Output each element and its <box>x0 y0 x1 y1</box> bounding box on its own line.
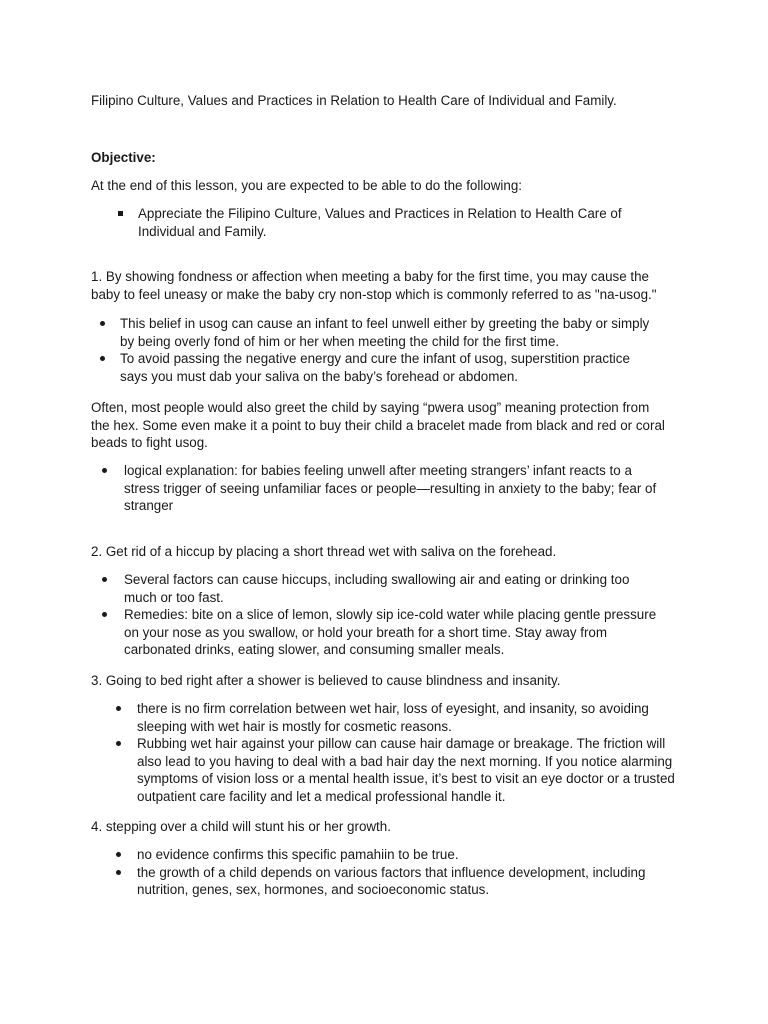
list-item: Appreciate the Filipino Culture, Values and Practices in Relation to Health Care of Individual and Family. <box>91 205 651 240</box>
section-1-paragraph: Often, most people would also greet the child by saying “pwera usog” meaning protection from the hex. Some even make it a point to buy their child a bracelet made from black and red or coral beads to fight usog. <box>91 400 665 451</box>
list-item: logical explanation: for babies feeling unwell after meeting strangers’ infant reacts to a stress trigger of seeing unfamiliar faces or people—resulting in anxiety to the baby; fear of stranger <box>91 462 661 515</box>
section-1-heading: 1. By showing fondness or affection when meeting a baby for the first time, you may cause the baby to feel uneasy or make the baby cry non-stop which is commonly referred to as "na-usog." <box>91 269 657 302</box>
section-2-heading: 2. Get rid of a hiccup by placing a short thread wet with saliva on the forehead. <box>91 544 557 559</box>
section-1-bullets <box>91 315 661 385</box>
section-1-bullets-2 <box>91 462 661 515</box>
list-item: Several factors can cause hiccups, including swallowing air and eating or drinking too much or too fast. <box>91 571 661 606</box>
list-item: Remedies: bite on a slice of lemon, slowly sip ice-cold water while placing gentle pressure on your nose as you swallow, or hold your breath for a short time. Stay away from carbonated drinks, eating slower, and consuming smaller meals. <box>91 606 661 659</box>
list-item: To avoid passing the negative energy and cure the infant of usog, superstition practice says you must dab your saliva on the baby’s forehead or abdomen. <box>91 350 661 385</box>
section-4-bullets <box>91 846 681 899</box>
section-4-heading: 4. stepping over a child will stunt his or her growth. <box>91 819 391 834</box>
section-3-heading: 3. Going to bed right after a shower is believed to cause blindness and insanity. <box>91 673 561 688</box>
section-3-bullets <box>91 700 681 806</box>
document-title: Filipino Culture, Values and Practices in Relation to Health Care of Individual and Family. <box>91 93 617 108</box>
objective-heading: Objective: <box>91 150 156 165</box>
list-item: there is no firm correlation between wet hair, loss of eyesight, and insanity, so avoiding sleeping with wet hair is mostly for cosmetic reasons. <box>91 700 681 735</box>
objectives-list <box>91 205 651 240</box>
list-item: This belief in usog can cause an infant to feel unwell either by greeting the baby or simply by being overly fond of him or her when meeting the child for the first time. <box>91 315 661 350</box>
list-item: the growth of a child depends on various factors that influence development, including nutrition, genes, sex, hormones, and socioeconomic status. <box>91 864 681 899</box>
intro-text: At the end of this lesson, you are expected to be able to do the following: <box>91 178 523 193</box>
list-item: no evidence confirms this specific pamahiin to be true. <box>91 846 681 864</box>
list-item: Rubbing wet hair against your pillow can cause hair damage or breakage. The friction will also lead to you having to deal with a bad hair day the next morning. If you notice alarming symptoms of vision loss or a mental health issue, it’s best to visit an eye doctor or a trusted outpatient care facility and let a medical professional handle it. <box>91 735 681 805</box>
section-2-bullets <box>91 571 661 659</box>
